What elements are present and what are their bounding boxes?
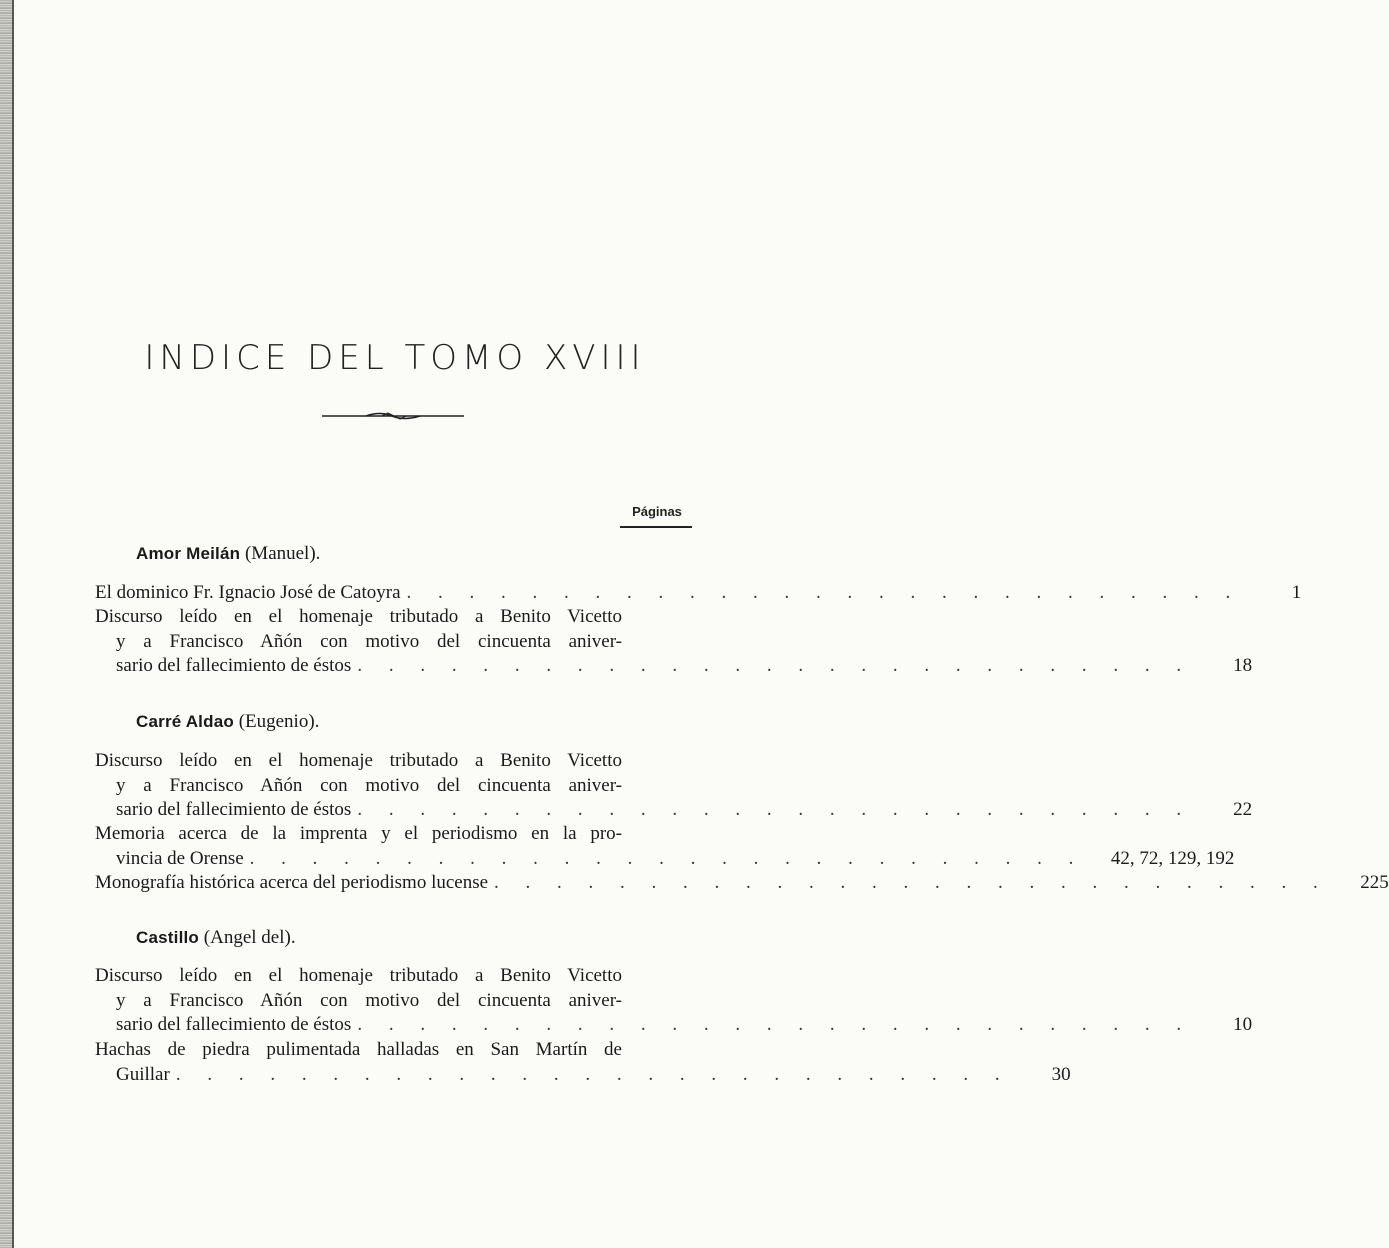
entry-title-line: y a Francisco Añón con motivo del cincuenta aniver- — [116, 989, 622, 1011]
entry-title-line: Discurso leído en el homenaje tributado a Benito Vicetto — [95, 750, 622, 771]
entry-title-line: Hachas de piedra pulimentada halladas en San Martín de — [95, 1039, 622, 1060]
author-surname: Carré Aldao — [136, 712, 234, 731]
entry-title-line: Monografía histórica acerca del periodismo lucense — [95, 872, 489, 893]
index-entry — [95, 871, 1389, 896]
dot-leader: . . . . . . . . . . . . . . . . . . . . . . . . . . . — [357, 1014, 1193, 1035]
author-heading — [136, 711, 319, 733]
author-heading — [136, 927, 296, 949]
index-entry — [95, 605, 1253, 679]
entry-title-line: Discurso leído en el homenaje tributado a Benito Vicetto — [95, 965, 622, 986]
entry-page-number: 30 — [1051, 1063, 1071, 1085]
index-entry — [95, 822, 1235, 871]
column-header-rule — [620, 526, 692, 528]
title-ornament-divider — [322, 408, 464, 424]
entry-title-line: Memoria acerca de la imprenta y el periodismo en la pro- — [95, 823, 622, 844]
entry-title-line: vincia de Orense — [116, 847, 244, 869]
index-entry — [95, 749, 1253, 823]
entry-page-number: 22 — [1233, 799, 1253, 820]
author-surname: Castillo — [136, 928, 200, 947]
dot-leader: . . . . . . . . . . . . . . . . . . . . . . . . . . . — [406, 582, 1242, 603]
entry-title-line: y a Francisco Añón con motivo del cincuenta aniver- — [116, 774, 622, 796]
dot-leader: . . . . . . . . . . . . . . . . . . . . . . . . . . . — [357, 655, 1193, 676]
author-heading — [136, 543, 320, 565]
index-entry — [95, 1038, 1071, 1087]
entry-page-number: 225 — [1360, 872, 1389, 893]
entry-page-number: 18 — [1233, 655, 1253, 676]
dot-leader: . . . . . . . . . . . . . . . . . . . . . . . . . . . — [357, 799, 1193, 820]
entry-title-line: y a Francisco Añón con motivo del cincuenta aniver- — [116, 630, 622, 652]
entry-title-line: sario del fallecimiento de éstos — [116, 655, 352, 676]
author-given-name: (Manuel). — [244, 543, 321, 564]
entry-title-line: sario del fallecimiento de éstos — [116, 1014, 352, 1035]
entry-page-number: 1 — [1291, 582, 1302, 603]
page-binding-line — [12, 0, 14, 1248]
page-title: INDICE DEL TOMO XVIII — [144, 338, 646, 378]
dot-leader: . . . . . . . . . . . . . . . . . . . . . . . . . . . — [494, 872, 1329, 893]
column-header-pages: Páginas — [632, 504, 682, 519]
author-given-name: (Angel del). — [203, 927, 296, 948]
entry-page-number: 42, 72, 129, 192 — [1110, 847, 1235, 869]
entry-title-line: El dominico Fr. Ignacio José de Catoyra — [95, 582, 401, 603]
index-entry — [95, 581, 1302, 606]
dot-leader: . . . . . . . . . . . . . . . . . . . . . . . . . . . — [249, 847, 1085, 869]
entry-title-line: Guillar — [116, 1063, 170, 1085]
author-given-name: (Eugenio). — [238, 711, 320, 732]
dot-leader: . . . . . . . . . . . . . . . . . . . . . . . . . . . — [175, 1063, 1011, 1085]
index-entry — [95, 964, 1253, 1038]
entry-title-line: Discurso leído en el homenaje tributado a Benito Vicetto — [95, 606, 622, 627]
entry-page-number: 10 — [1233, 1014, 1253, 1035]
author-surname: Amor Meilán — [136, 544, 241, 563]
entry-title-line: sario del fallecimiento de éstos — [116, 799, 352, 820]
